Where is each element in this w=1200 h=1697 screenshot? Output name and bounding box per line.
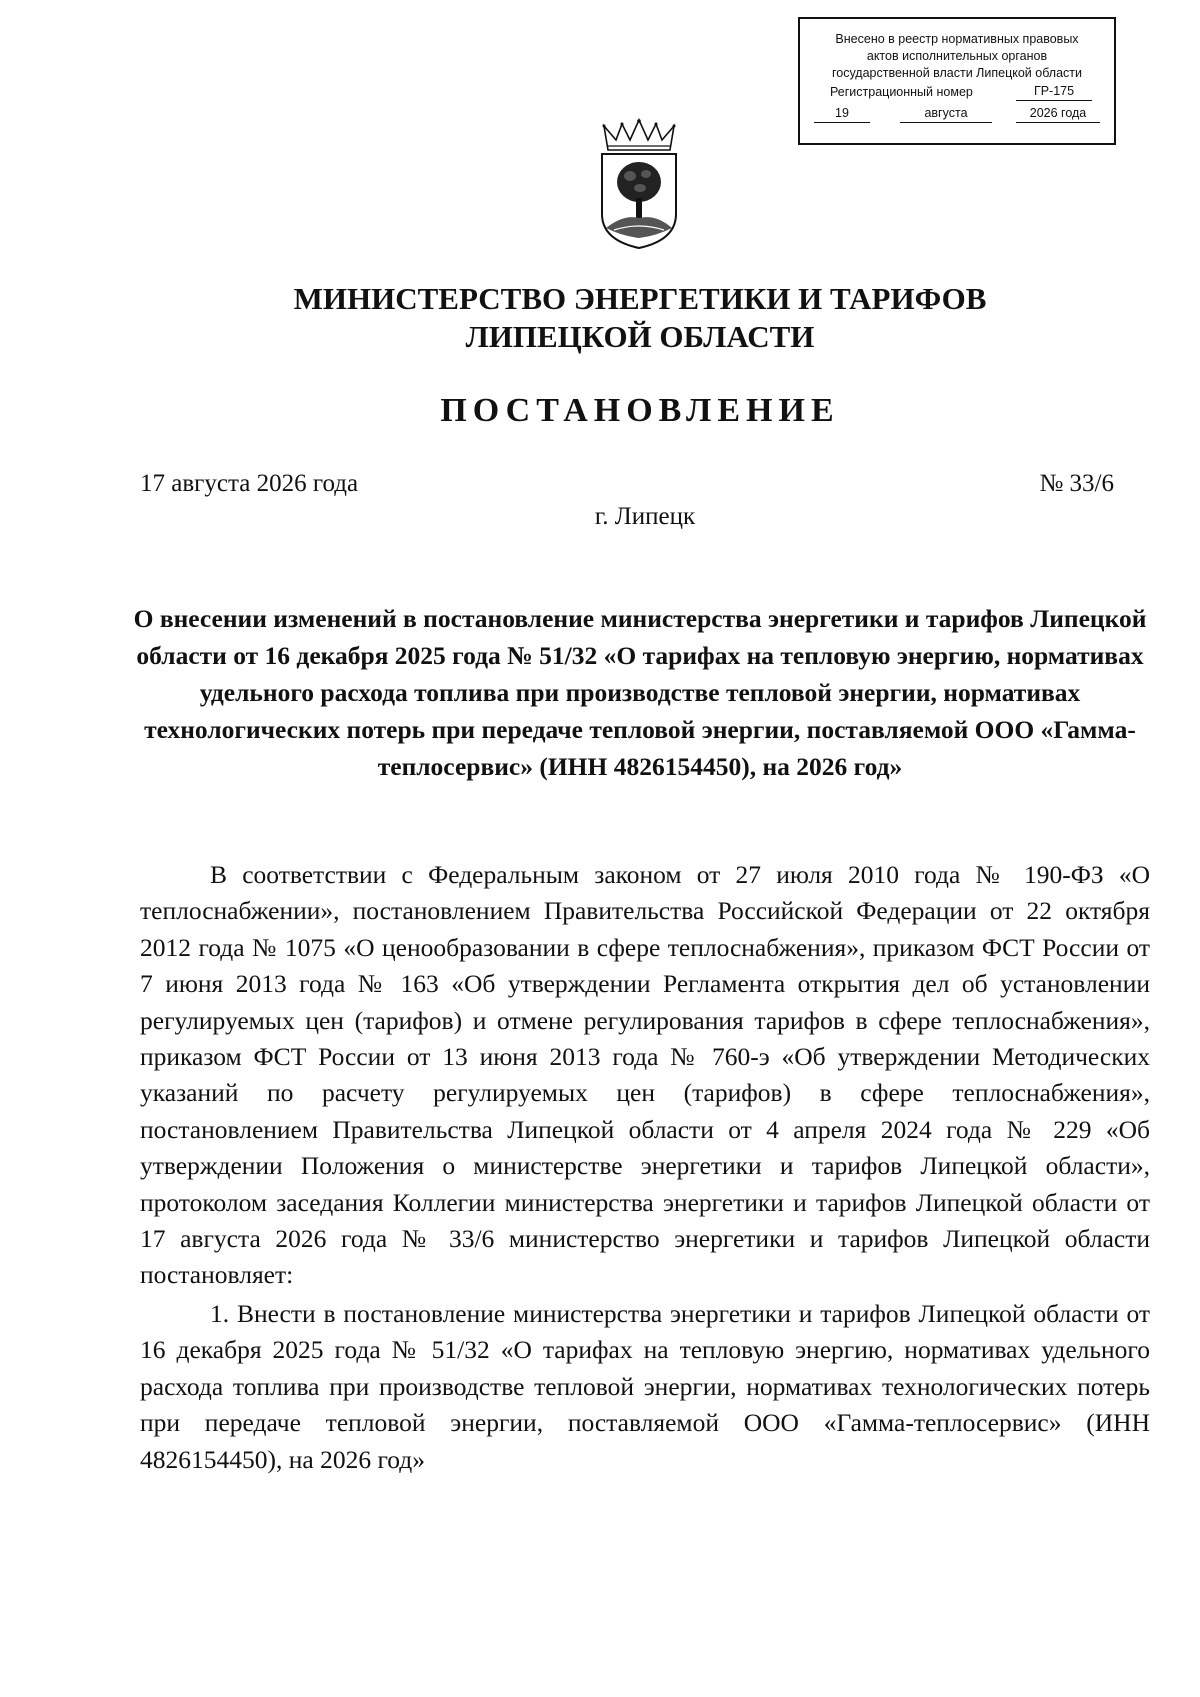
body-preamble: В соответствии с Федеральным законом от 27 июля 2010 года № 190-ФЗ «О теплоснабжении», постановлением Правительства Российской Федерации от 22 октября 2012 года № 1075 «О ценообразовании в сфере теплоснабжения», приказом ФСТ России от 7 июня 2013 года № 163 «Об утверждении Регламента открытия дел об установлении регулируемых цен (тарифов) и отмене регулирования тарифов в сфере теплоснабжения», приказом ФСТ России от 13 июня 2013 года № 760-э «Об утверждении Методических указаний по расчету регулируемых цен (тарифов) в сфере теплоснабжения», постановлением Правительства Липецкой области от 4 апреля 2024 года № 229 «Об утверждении Положения о министерстве энергетики и тарифов Липецкой области», протоколом заседания Коллегии министерства энергетики и тарифов Липецкой области от 17 августа 2026 года № 33/6 министерство энергетики и тарифов Липецкой области постановляет: [140,860,1150,1290]
stamp-line-3: государственной власти Липецкой области [831,66,1083,80]
stamp-reg-label: Регистрационный номер [830,85,973,99]
organization-line-2: ЛИПЕЦКОЙ ОБЛАСТИ [465,319,815,354]
organization-name [0,280,1200,356]
stamp-line-2: актов исполнительных органов [866,49,1048,63]
document-type: ПОСТАНОВЛЕНИЕ [440,392,840,429]
stamp-date-row [800,104,1114,126]
stamp-line-1: Внесено в реестр нормативных правовых [835,32,1079,46]
registry-stamp [798,17,1116,145]
document-number: № 33/6 [1039,470,1114,497]
stamp-month: августа [900,104,992,123]
coat-of-arms-icon [594,118,684,250]
stamp-day: 19 [814,104,870,123]
document-date: 17 августа 2026 года [140,470,359,497]
document-city: г. Липецк [594,503,696,530]
organization-line-1: МИНИСТЕРСТВО ЭНЕРГЕТИКИ И ТАРИФОВ [293,281,987,316]
body-item-1: 1. Внести в постановление министерства энергетики и тарифов Липецкой области от 16 декабря 2025 года № 51/32 «О тарифах на тепловую энергию, нормативах удельного расхода топлива при производстве тепловой энергии, нормативах технологических потерь при передаче тепловой энергии, поставляемой ООО «Гамма-теплосервис» (ИНН 4826154450), на 2026 год» [140,1298,1150,1474]
stamp-reg-number: ГР-175 [1016,82,1092,101]
stamp-reg-row [800,82,1114,104]
stamp-year: 2026 года [1016,104,1100,123]
document-body [140,857,1150,1478]
document-title: О внесении изменений в постановление министерства энергетики и тарифов Липецкой области от 16 декабря 2025 года № 51/32 «О тарифах на тепловую энергию, нормативах удельного расхода топлива при производстве тепловой энергии, нормативах технологических потерь при передаче тепловой энергии, поставляемой ООО «Гамма-теплосервис» (ИНН 4826154450), на 2026 год» [133,604,1147,781]
